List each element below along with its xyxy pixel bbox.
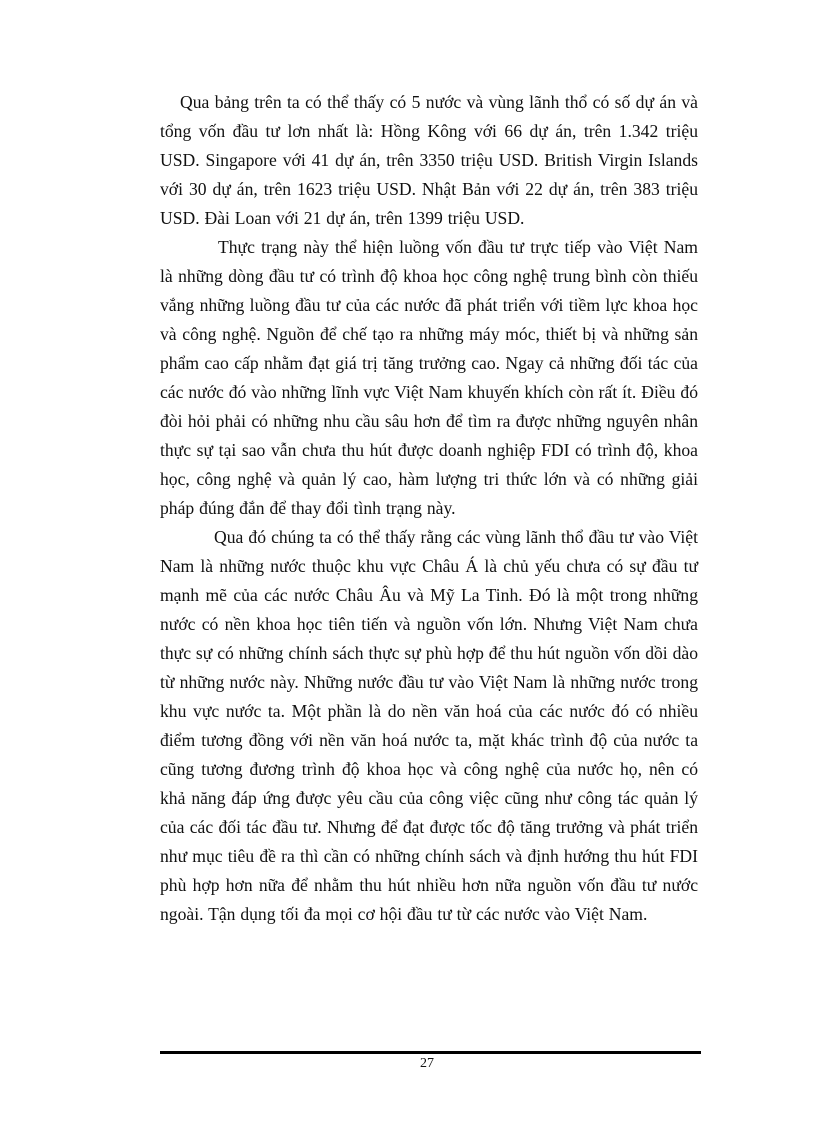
footer-divider: [160, 1051, 701, 1054]
document-body: [160, 88, 698, 929]
paragraph-regional-analysis: Qua đó chúng ta có thể thấy rằng các vùng lãnh thổ đầu tư vào Việt Nam là những nước thuộc khu vực Châu Á là chủ yếu chưa có sự đầu tư mạnh mẽ của các nước Châu Âu và Mỹ La Tinh. Đó là một trong những nước có nền khoa học tiên tiến và nguồn vốn lớn. Nhưng Việt Nam chưa thực sự có những chính sách thực sự phù hợp để thu hút nguồn vốn dồi dào từ những nước này. Những nước đầu tư vào Việt Nam là những nước trong khu vực nước ta. Một phần là do nền văn hoá của các nước đó có nhiều điểm tương đồng với nền văn hoá nước ta, mặt khác trình độ của nước ta cũng tương đương trình độ khoa học và công nghệ của nước họ, nên có khả năng đáp ứng được yêu cầu của công việc cũng như công tác quản lý của các đối tác đầu tư. Nhưng để đạt được tốc độ tăng trưởng và phát triển như mục tiêu đề ra thì cần có những chính sách và định hướng thu hút FDI phù hợp hơn nữa để nhằm thu hút nhiều hơn nữa nguồn vốn đầu tư nước ngoài. Tận dụng tối đa mọi cơ hội đầu tư từ các nước vào Việt Nam.: [160, 527, 698, 924]
paragraph-current-situation: Thực trạng này thể hiện luồng vốn đầu tư trực tiếp vào Việt Nam là những dòng đầu tư có trình độ khoa học công nghệ trung bình còn thiếu vắng những luồng đầu tư của các nước đã phát triển với tiềm lực khoa học và công nghệ. Nguồn để chế tạo ra những máy móc, thiết bị và những sản phẩm cao cấp nhằm đạt giá trị tăng trưởng cao. Ngay cả những đối tác của các nước đó vào những lĩnh vực Việt Nam khuyến khích còn rất ít. Điều đó đòi hỏi phải có những nhu cầu sâu hơn để tìm ra được những nguyên nhân thực sự tại sao vẫn chưa thu hút được doanh nghiệp FDI có trình độ, khoa học, công nghệ và quản lý cao, hàm lượng tri thức lớn và có những giải pháp đúng đắn để thay đổi tình trạng này.: [160, 237, 698, 518]
page-number: 27: [420, 1056, 434, 1071]
paragraph-top-investors: Qua bảng trên ta có thể thấy có 5 nước và vùng lãnh thổ có số dự án và tổng vốn đầu tư lơn nhất là: Hồng Kông với 66 dự án, trên 1.342 triệu USD. Singapore với 41 dự án, trên 3350 triệu USD. British Virgin Islands với 30 dự án, trên 1623 triệu USD. Nhật Bản với 22 dự án, trên 383 triệu USD. Đài Loan với 21 dự án, trên 1399 triệu USD.: [160, 92, 698, 228]
